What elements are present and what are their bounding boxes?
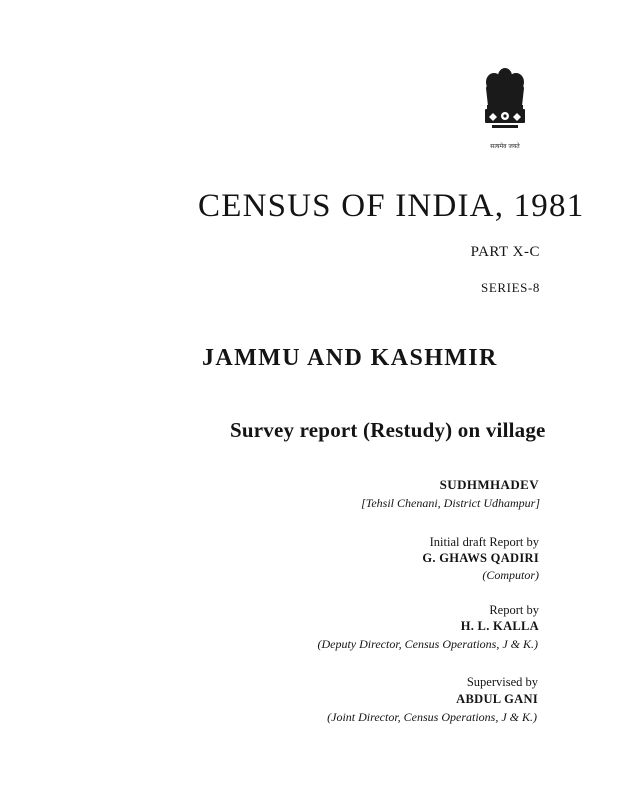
supervised-credit-role: Supervised by (466, 675, 538, 689)
draft-credit-role: Initial draft Report by (429, 535, 539, 549)
series-number: SERIES-8 (481, 280, 540, 295)
draft-credit-name: G. GHAWS QADIRI (422, 551, 539, 565)
part-number: PART X-C (470, 244, 540, 260)
supervised-credit-designation: (Joint Director, Census Operations, J & K.) (327, 710, 537, 724)
state-name: JAMMU AND KASHMIR (202, 345, 498, 371)
emblem-motto: सत्यमेव जयते (490, 143, 520, 150)
report-credit-designation: (Deputy Director, Census Operations, J & K.) (317, 637, 538, 651)
report-title: CENSUS OF INDIA, 1981 (198, 188, 585, 224)
supervised-credit-name: ABDUL GANI (456, 692, 538, 706)
draft-credit-designation: (Computor) (482, 568, 539, 582)
report-subtitle: Survey report (Restudy) on village (230, 418, 546, 442)
village-location: [Tehsil Chenani, District Udhampur] (361, 496, 540, 510)
report-credit-name: H. L. KALLA (460, 619, 539, 633)
report-credit-role: Report by (489, 603, 539, 617)
ashoka-lion-capital-icon (474, 62, 536, 140)
national-emblem (474, 62, 536, 154)
village-name: SUDHMHADEV (439, 477, 539, 492)
